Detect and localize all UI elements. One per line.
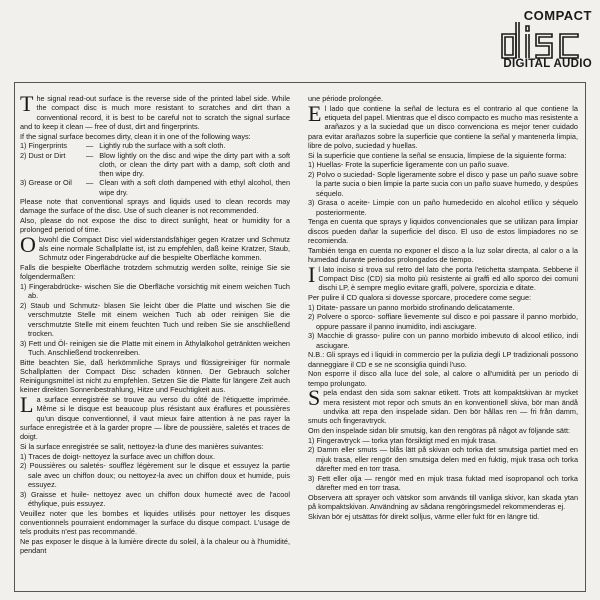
german-note: Bitte beachten Sie, daß herkömmliche Sprays und flüssigreiniger für normale Schallplatten der Compact Disc schaden können. Der Gebrauch solcher Reinigungsmittel ist nicht zu empfehlen. Setzen Sie die Platte für längere Zeit auch keiner direkten Sonnenbestrahlung, Hitze und Feuchtigkeit aus. bbox=[20, 357, 290, 395]
swedish-item: 2) Damm eller smuts — blås lätt på skivan och torka det smutsiga partiet med en mjuk trasa, eller rengör den smutsiga delen med en fuktig, mjuk trasa och torka därefter med en torr trasa. bbox=[308, 445, 578, 473]
swedish-note: Observera att sprayer och vätskor som används till vanliga skivor, kan skada ytan på kompaktskivan. Användning av sådana rengöringsmedel rekommenderas ej. bbox=[308, 492, 578, 511]
italian-item: 3) Macchie di grasso- pulire con un panno morbido imbevuto di alcool etilico, indi asciugare. bbox=[308, 331, 578, 350]
german-item: 1) Fingerabdrücke- wischen Sie die Oberfläche vorsichtig mit einem weichen Tuch ab. bbox=[20, 282, 290, 301]
swedish-item: 3) Fett eller olja — rengör med en mjuk trasa fuktad med isopropanol och torka därefter med en torr trasa. bbox=[308, 473, 578, 492]
right-column bbox=[308, 94, 578, 521]
italian-intro: l lato inciso si trova sul retro del lato che porta l'etichetta stampata. Sebbene il Compact Disc (CD) sia molto più resistente ai graffi ed allo sporco dei comuni dischi LP, è sempre meglio evitare graffi, polvere, sporcizia e ditate. bbox=[318, 264, 578, 292]
english-warning: Also, please do not expose the disc to direct sunlight, heat or humidity for a prolonged period of time. bbox=[20, 215, 290, 234]
french-note: Veuillez noter que les bombes et liquides utilisés pour nettoyer les disques conventionnels pourraient endommager la surface du disque compact. L'usage de tels produits n'est pas recommandé. bbox=[20, 508, 290, 536]
swedish-section bbox=[308, 385, 578, 521]
drop-cap: O bbox=[20, 231, 36, 257]
italian-item: 1) Ditate- passare un panno morbido strofinando delicatamente. bbox=[308, 302, 515, 312]
compact-disc-logo bbox=[492, 6, 592, 74]
english-item-key: 1) Fingerprints bbox=[20, 141, 68, 151]
english-item-key: 3) Grease or Oil bbox=[20, 178, 72, 188]
german-intro: bwohl die Compact Disc viel widerstandsfähiger gegen Kratzer und Schmutz als eine normale Schallplatte ist, ist zu empfehlen, daß keine Kratzer, Staub, Schmutz oder Fingerabdrücke auf die bespielte Oberfläche kommen. bbox=[38, 234, 290, 263]
french-section bbox=[20, 392, 290, 555]
left-column bbox=[20, 91, 290, 556]
swedish-item: 1) Fingeravtryck — torka ytan försiktigt med en mjuk trasa. bbox=[308, 435, 497, 445]
spanish-warning: También tenga en cuenta no exponer el disco a la luz solar directa, al calor o a la humedad durante periodos prolongados de tiempo. bbox=[308, 245, 578, 264]
drop-cap: I bbox=[308, 261, 316, 287]
spanish-item: 2) Polvo o suciedad- Sople ligeramente sobre el disco y pase un paño suave sobre la parte sucia o bien limpie la parte sucia con un paño suave humedo, y despúes séquelo. bbox=[308, 170, 578, 198]
spanish-section bbox=[308, 100, 578, 264]
spanish-note: Tenga en cuenta que sprays y liquidos convencionales que se utilizan para limpiar discos pueden dañar la superficie del disco. El uso de estos limpiadores no se recomienda. bbox=[308, 217, 578, 245]
spanish-intro: l lado que contiene la señal de lectura es el contrario al que contiene la etiqueta del papel. Mientras que el disco compacto es mucho mas resistente a arañazos y a la suciedad que un disco convenciona es mejor tener cuidado para evitar arañazos sobre la superficie que contiene la señal y mantenerla limpia, libre de polvo, suciedad y huellas. bbox=[308, 103, 578, 150]
english-instructions: If the signal surface becomes dirty, clean it in one of the following ways: bbox=[20, 131, 251, 141]
french-instructions: Si la surface enregistrée se salit, nettoyez-la d'une des manières suivantes: bbox=[20, 441, 264, 451]
drop-cap: E bbox=[308, 100, 322, 126]
french-item: 2) Poussières ou saletés- soufflez légèrement sur le disque et essuyez la partie sale avec un chiffon doux; ou nettoyez-la avec un chiffon doux et humide, puis essuyez. bbox=[20, 461, 290, 489]
english-item-value: Lightly rub the surface with a soft cloth. bbox=[99, 141, 226, 151]
french-item: 1) Traces de doigt- nettoyez la surface avec un chiffon doux. bbox=[20, 451, 215, 461]
french-warning: Ne pas exposer le disque à la lumière directe du soleil, à la chaleur ou à l'humidité, pendant bbox=[20, 536, 290, 555]
italian-note: N.B.: Gli sprays ed i liquidi in commercio per la pulizia degli LP tradizionali possono danneggiare il CD e se ne sconsiglia quindi l'uso. bbox=[308, 350, 578, 369]
drop-cap: T bbox=[20, 91, 34, 116]
french-item: 3) Graisse et huile- nettoyez avec un chiffon doux humecté avec de l'acool éthylique, puis essuyez. bbox=[20, 489, 290, 508]
english-item-key: 2) Dust or Dirt bbox=[20, 150, 66, 160]
german-item: 2) Staub und Schmutz- blasen Sie leicht über die Platte und wischen Sie die verschmutzte Stelle mit einem weichen Tuch ab oder reinigen Sie die verschmutzte Stelle mit einem feuchten Tuch und reiben Sie sie anschließend trocken. bbox=[20, 301, 290, 338]
german-section bbox=[20, 231, 290, 395]
french-intro: a surface enregistrée se trouve au verso du côté de l'étiquette imprimée. Même si le disque est beaucoup plus résistant aux éraflures et poussières qu'un disque conventionnel, il vaut mieux faire attention à ne pas rayer la surface enregistrée et à la garder propre — libre de poussière, saletés et traces de doigt. bbox=[20, 395, 290, 441]
german-instructions: Falls die bespielte Oberfläche trotzdem schmutzig werden sollte, reinige Sie sie folgendermaßen: bbox=[20, 263, 290, 282]
swedish-intro: pela endast den sida som saknar etikett. Trots att kompaktskivan är mycket mera resistent mot repor och smuts än en konventionell skiva, bör man ändå undvika att repa den inspelade sidan. Den bör hållas ren — fri från damm, smuts och fingeravtryck. bbox=[308, 388, 578, 425]
english-intro: he signal read-out surface is the reverse side of the printed label side. While the compact disc is much more resistant to scratches and dirt than a conventional record, it is best to be careful not to scratch the signal surface and to keep it clean — free of dust, dirt and fingerprints. bbox=[20, 94, 290, 131]
swedish-warning: Skivan bör ej utsättas för direkt solljus, värme eller fukt för en längre tid. bbox=[308, 511, 540, 521]
french-continuation: une période prolongée. bbox=[308, 94, 384, 103]
italian-section bbox=[308, 261, 578, 388]
swedish-instructions: Om den inspelade sidan blir smutsig, kan den rengöras på något av följande sätt: bbox=[308, 425, 571, 435]
english-item-value: Blow lightly on the disc and wipe the dirty part with a soft cloth, or clean the dirty part with a damp, soft cloth and then wipe dry. bbox=[99, 150, 290, 178]
logo-digital-audio-text: DIGITAL AUDIO bbox=[503, 58, 592, 70]
spanish-item: 1) Huellas- Frote la superficie ligeramente con un paño suave. bbox=[308, 160, 510, 170]
english-section: The signal read-out surface is the reverse side of the printed label side. While the compact disc is much more resistant to scratches and dirt than a conventional record, it is best to be careful not to scratch the signal surface and to keep it clean — free of dust, dirt and fingerprints. If the signal surface becomes dirty, clean it in one of the following ways: 1) Fingerprints — Lightly rub the surface with a soft cloth. 2) Dust or Dirt — Blow lightly on the disc and wipe the dirty part with a soft cloth, or clean the dirty part with a damp, soft cloth and then wipe dry. 3) Grease or Oil — Clean with a soft cloth dampened with ethyl alcohol, then wipe dry. Please note that conventional sprays and liquids used to clean records may damage the surface of the disc. Use of such cleaner is not recommended. Also, please do not expose the disc to direct sunlight, heat or humidity for a prolonged period of time. bbox=[20, 91, 290, 234]
drop-cap: S bbox=[308, 385, 321, 411]
logo-disc-lettering bbox=[498, 20, 592, 60]
logo-compact-text: COMPACT bbox=[523, 8, 592, 23]
italian-instructions: Per pulire il CD qualora si dovesse sporcare, procedere come segue: bbox=[308, 292, 532, 302]
italian-warning: Non esporre il disco alla luce del sole, al calore o all'umidità per un periodo di tempo prolungato. bbox=[308, 369, 578, 388]
german-item: 3) Fett und Öl- reinigen sie die Platte mit einem in Äthylalkohol getränkten weichen Tuch. Anschließend trockenreiben. bbox=[20, 338, 290, 357]
spanish-item: 3) Grasa o aceite- Limpie con un paño humedecido en alcohol etílico y séquelo posteriormente. bbox=[308, 198, 578, 217]
drop-cap: L bbox=[20, 392, 34, 417]
spanish-instructions: Si la superficie que contiene la señal se ensucia, límpiese de la siguiente forma: bbox=[308, 150, 567, 160]
english-item-value: Clean with a soft cloth dampened with ethyl alcohol, then wipe dry. bbox=[99, 178, 290, 197]
italian-item: 2) Polvere o sporco- soffiare lievemente sul disco e poi passare il panno morbido, oppure passare il panno inumidito, indi asciugare. bbox=[308, 312, 578, 331]
english-note: Please note that conventional sprays and liquids used to clean records may damage the surface of the disc. Use of such cleaner is not recommended. bbox=[20, 196, 290, 215]
